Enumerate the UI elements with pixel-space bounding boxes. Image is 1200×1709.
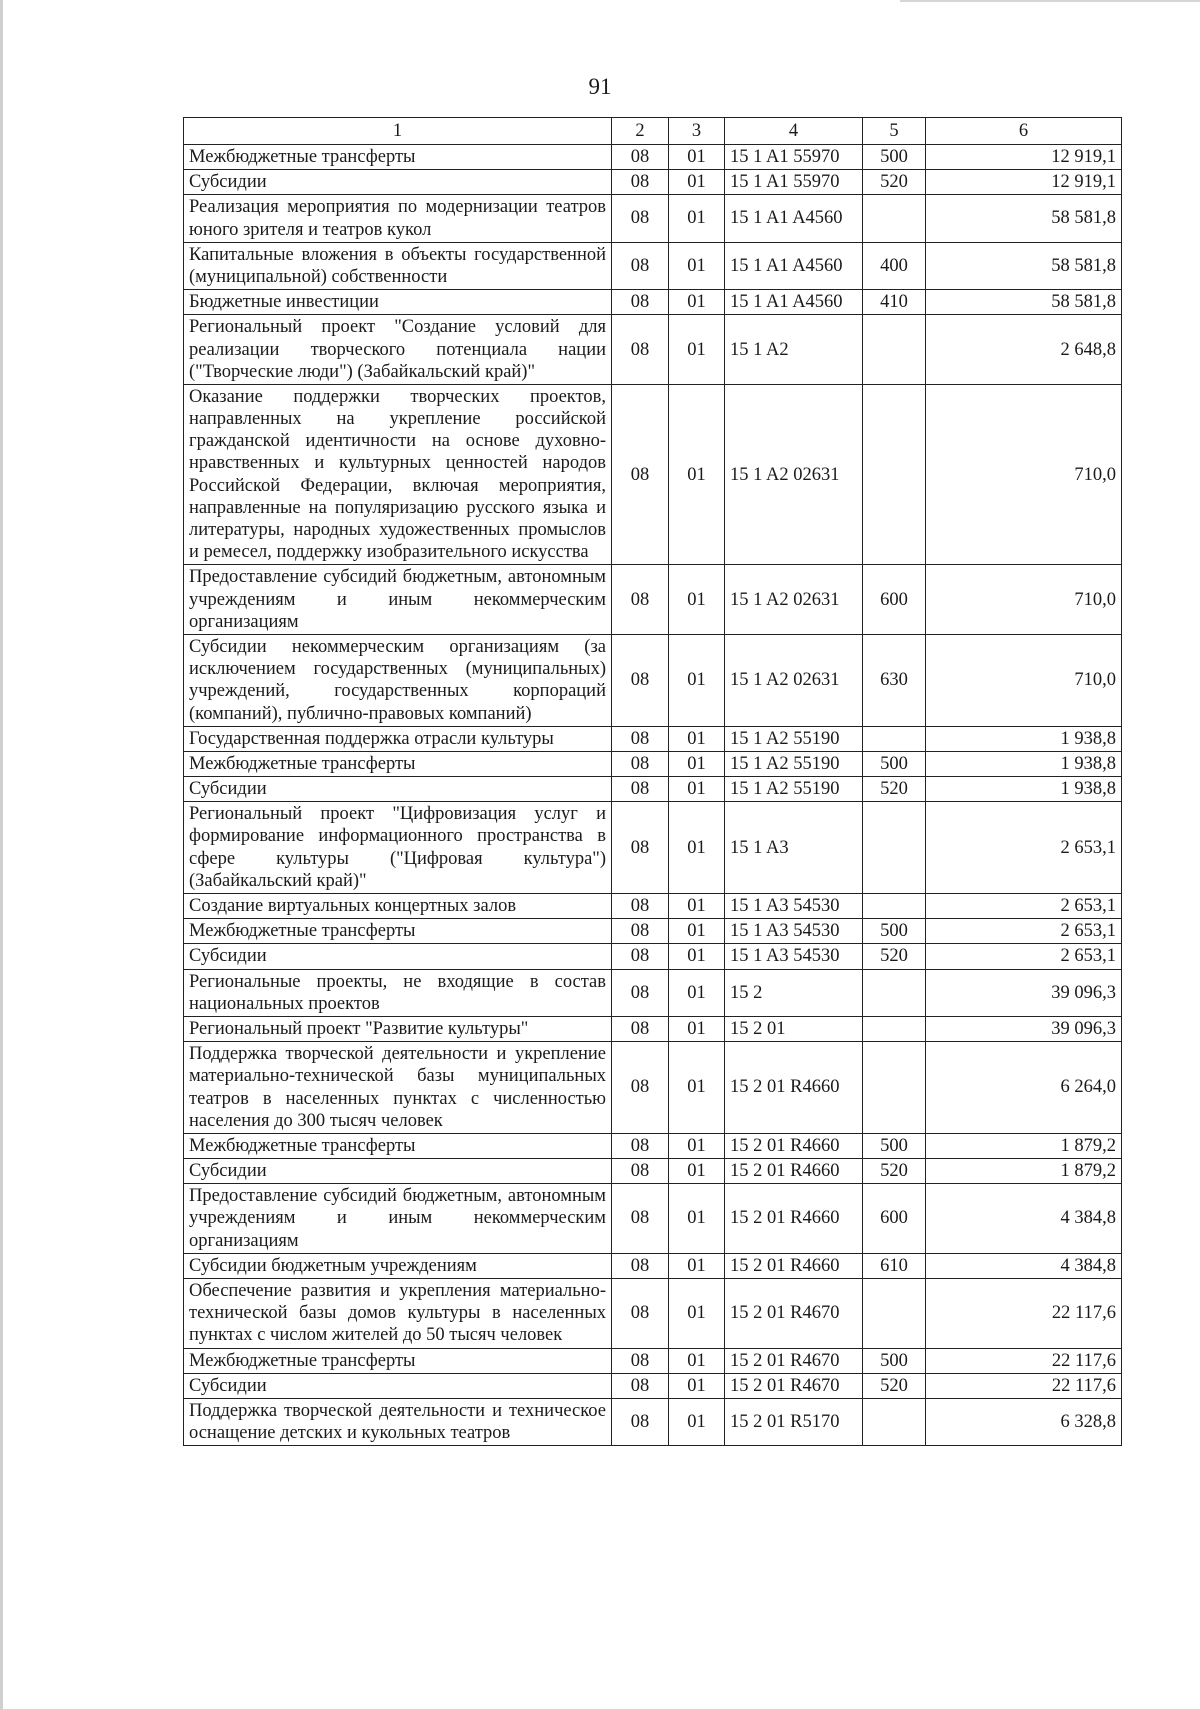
row-name: Бюджетные инвестиции [184,290,612,315]
scan-edge [0,0,3,1709]
subsection-code: 01 [669,1398,725,1445]
table-row [184,969,1122,1016]
row-name: Субсидии [184,170,612,195]
row-name: Поддержка творческой деятельности и техническое оснащение детских и кукольных театров [184,1398,612,1445]
amount: 4 384,8 [926,1253,1122,1278]
table-row [184,1398,1122,1445]
expense-type-code [863,726,926,751]
amount: 58 581,8 [926,195,1122,242]
subsection-code: 01 [669,384,725,565]
subsection-code: 01 [669,315,725,385]
expense-type-code [863,1016,926,1041]
column-header: 1 [184,118,612,145]
subsection-code: 01 [669,170,725,195]
expense-type-code: 520 [863,944,926,969]
target-article-code: 15 1 A3 54530 [725,894,863,919]
table-row [184,384,1122,565]
amount: 22 117,6 [926,1348,1122,1373]
row-name: Межбюджетные трансферты [184,145,612,170]
section-code: 08 [612,1348,669,1373]
section-code: 08 [612,751,669,776]
table-row [184,919,1122,944]
row-name: Оказание поддержки творческих проектов, направленных на укрепление российской гражданской идентичности на основе духовно-нравственных и культурных ценностей народов Российской Федерации, включая мероприятия, направленные на популяризацию русского языка и литературы, народных художественных промыслов и ремесел, поддержку изобразительного искусства [184,384,612,565]
row-name: Субсидии [184,777,612,802]
table-row [184,802,1122,894]
subsection-code: 01 [669,1373,725,1398]
row-name: Межбюджетные трансферты [184,919,612,944]
target-article-code: 15 1 A3 54530 [725,944,863,969]
target-article-code: 15 2 01 R4670 [725,1373,863,1398]
amount: 2 653,1 [926,944,1122,969]
row-name: Поддержка творческой деятельности и укрепление материально-технической базы муниципальных театров в населенных пунктах с численностью населения до 300 тысяч человек [184,1042,612,1134]
section-code: 08 [612,777,669,802]
target-article-code: 15 1 A1 55970 [725,170,863,195]
target-article-code: 15 1 A1 A4560 [725,242,863,289]
target-article-code: 15 1 A2 [725,315,863,385]
expense-type-code: 520 [863,170,926,195]
section-code: 08 [612,1159,669,1184]
expense-type-code: 600 [863,1184,926,1254]
row-name: Реализация мероприятия по модернизации театров юного зрителя и театров кукол [184,195,612,242]
expense-type-code [863,802,926,894]
row-name: Предоставление субсидий бюджетным, автономным учреждениям и иным некоммерческим организациям [184,565,612,635]
table-row [184,894,1122,919]
section-code: 08 [612,634,669,726]
expense-type-code: 500 [863,1133,926,1158]
amount: 1 938,8 [926,777,1122,802]
row-name: Предоставление субсидий бюджетным, автономным учреждениям и иным некоммерческим организациям [184,1184,612,1254]
column-header: 3 [669,118,725,145]
amount: 6 328,8 [926,1398,1122,1445]
subsection-code: 01 [669,145,725,170]
row-name: Субсидии [184,944,612,969]
section-code: 08 [612,1279,669,1349]
page-number: 91 [588,74,612,99]
table-row [184,751,1122,776]
column-header: 5 [863,118,926,145]
expense-type-code: 610 [863,1253,926,1278]
table-row [184,777,1122,802]
section-code: 08 [612,969,669,1016]
table-row [184,195,1122,242]
scan-edge [900,0,1200,2]
expense-type-code: 500 [863,751,926,776]
amount: 1 879,2 [926,1159,1122,1184]
expense-type-code: 520 [863,1373,926,1398]
expense-type-code: 400 [863,242,926,289]
target-article-code: 15 2 01 R4670 [725,1348,863,1373]
section-code: 08 [612,384,669,565]
section-code: 08 [612,290,669,315]
expense-type-code [863,315,926,385]
table-row [184,242,1122,289]
target-article-code: 15 2 01 R4660 [725,1159,863,1184]
row-name: Субсидии бюджетным учреждениям [184,1253,612,1278]
target-article-code: 15 1 A3 [725,802,863,894]
section-code: 08 [612,1016,669,1041]
column-header: 6 [926,118,1122,145]
column-header: 2 [612,118,669,145]
table-row [184,170,1122,195]
amount: 4 384,8 [926,1184,1122,1254]
row-name: Региональный проект "Создание условий для реализации творческого потенциала нации ("Творческие люди") (Забайкальский край)" [184,315,612,385]
section-code: 08 [612,1133,669,1158]
amount: 1 938,8 [926,751,1122,776]
target-article-code: 15 1 A3 54530 [725,919,863,944]
table-row [184,1042,1122,1134]
amount: 58 581,8 [926,290,1122,315]
table-row [184,1159,1122,1184]
target-article-code: 15 2 01 R4660 [725,1042,863,1134]
table-row [184,1373,1122,1398]
subsection-code: 01 [669,242,725,289]
expense-type-code [863,1279,926,1349]
amount: 2 648,8 [926,315,1122,385]
subsection-code: 01 [669,1133,725,1158]
target-article-code: 15 2 01 R4660 [725,1184,863,1254]
target-article-code: 15 1 A2 55190 [725,777,863,802]
table-row [184,315,1122,385]
row-name: Субсидии некоммерческим организациям (за исключением государственных (муниципальных) учреждений, государственных корпораций (компаний), публично-правовых компаний) [184,634,612,726]
section-code: 08 [612,919,669,944]
section-code: 08 [612,1253,669,1278]
subsection-code: 01 [669,1159,725,1184]
amount: 710,0 [926,384,1122,565]
amount: 2 653,1 [926,894,1122,919]
row-name: Межбюджетные трансферты [184,751,612,776]
section-code: 08 [612,315,669,385]
target-article-code: 15 2 01 R4670 [725,1279,863,1349]
subsection-code: 01 [669,1184,725,1254]
row-name: Межбюджетные трансферты [184,1348,612,1373]
expense-type-code [863,894,926,919]
table-row [184,290,1122,315]
subsection-code: 01 [669,634,725,726]
table-row [184,944,1122,969]
section-code: 08 [612,195,669,242]
subsection-code: 01 [669,195,725,242]
subsection-code: 01 [669,1253,725,1278]
target-article-code: 15 1 A1 A4560 [725,195,863,242]
row-name: Обеспечение развития и укрепления материально-технической базы домов культуры в населенных пунктах с числом жителей до 50 тысяч человек [184,1279,612,1349]
subsection-code: 01 [669,969,725,1016]
amount: 6 264,0 [926,1042,1122,1134]
target-article-code: 15 2 [725,969,863,1016]
expense-type-code [863,384,926,565]
expense-type-code: 520 [863,1159,926,1184]
section-code: 08 [612,145,669,170]
expense-type-code [863,195,926,242]
expense-type-code: 630 [863,634,926,726]
row-name: Межбюджетные трансферты [184,1133,612,1158]
subsection-code: 01 [669,1016,725,1041]
section-code: 08 [612,894,669,919]
section-code: 08 [612,726,669,751]
subsection-code: 01 [669,1348,725,1373]
row-name: Субсидии [184,1373,612,1398]
amount: 2 653,1 [926,919,1122,944]
target-article-code: 15 2 01 R4660 [725,1253,863,1278]
target-article-code: 15 1 A2 02631 [725,384,863,565]
row-name: Капитальные вложения в объекты государственной (муниципальной) собственности [184,242,612,289]
row-name: Региональные проекты, не входящие в состав национальных проектов [184,969,612,1016]
budget-table [183,117,1122,1446]
subsection-code: 01 [669,777,725,802]
target-article-code: 15 1 A1 55970 [725,145,863,170]
section-code: 08 [612,1184,669,1254]
subsection-code: 01 [669,802,725,894]
table-row [184,726,1122,751]
expense-type-code: 520 [863,777,926,802]
section-code: 08 [612,944,669,969]
subsection-code: 01 [669,726,725,751]
amount: 39 096,3 [926,969,1122,1016]
row-name: Региональный проект "Развитие культуры" [184,1016,612,1041]
subsection-code: 01 [669,1042,725,1134]
target-article-code: 15 1 A2 55190 [725,726,863,751]
target-article-code: 15 1 A2 02631 [725,565,863,635]
expense-type-code [863,969,926,1016]
amount: 39 096,3 [926,1016,1122,1041]
target-article-code: 15 1 A2 02631 [725,634,863,726]
subsection-code: 01 [669,894,725,919]
amount: 22 117,6 [926,1373,1122,1398]
subsection-code: 01 [669,919,725,944]
expense-type-code: 500 [863,1348,926,1373]
section-code: 08 [612,802,669,894]
table-row [184,1184,1122,1254]
subsection-code: 01 [669,565,725,635]
section-code: 08 [612,1398,669,1445]
subsection-code: 01 [669,944,725,969]
section-code: 08 [612,170,669,195]
amount: 710,0 [926,565,1122,635]
row-name: Субсидии [184,1159,612,1184]
section-code: 08 [612,242,669,289]
table-row [184,145,1122,170]
expense-type-code: 600 [863,565,926,635]
target-article-code: 15 1 A1 A4560 [725,290,863,315]
row-name: Создание виртуальных концертных залов [184,894,612,919]
table-row [184,1279,1122,1349]
section-code: 08 [612,565,669,635]
section-code: 08 [612,1373,669,1398]
amount: 710,0 [926,634,1122,726]
table-row [184,1133,1122,1158]
amount: 12 919,1 [926,145,1122,170]
target-article-code: 15 2 01 R5170 [725,1398,863,1445]
amount: 22 117,6 [926,1279,1122,1349]
subsection-code: 01 [669,751,725,776]
amount: 2 653,1 [926,802,1122,894]
table-row [184,634,1122,726]
amount: 12 919,1 [926,170,1122,195]
target-article-code: 15 2 01 R4660 [725,1133,863,1158]
table-row [184,1253,1122,1278]
expense-type-code: 500 [863,919,926,944]
row-name: Региональный проект "Цифровизация услуг и формирование информационного пространства в сфере культуры ("Цифровая культура") (Забайкальский край)" [184,802,612,894]
expense-type-code: 410 [863,290,926,315]
amount: 1 938,8 [926,726,1122,751]
target-article-code: 15 2 01 [725,1016,863,1041]
expense-type-code [863,1398,926,1445]
section-code: 08 [612,1042,669,1134]
expense-type-code: 500 [863,145,926,170]
table-row [184,1348,1122,1373]
row-name: Государственная поддержка отрасли культуры [184,726,612,751]
table-row [184,1016,1122,1041]
amount: 58 581,8 [926,242,1122,289]
table-row [184,565,1122,635]
target-article-code: 15 1 A2 55190 [725,751,863,776]
column-header: 4 [725,118,863,145]
expense-type-code [863,1042,926,1134]
subsection-code: 01 [669,290,725,315]
subsection-code: 01 [669,1279,725,1349]
table-header-row [184,118,1122,145]
amount: 1 879,2 [926,1133,1122,1158]
